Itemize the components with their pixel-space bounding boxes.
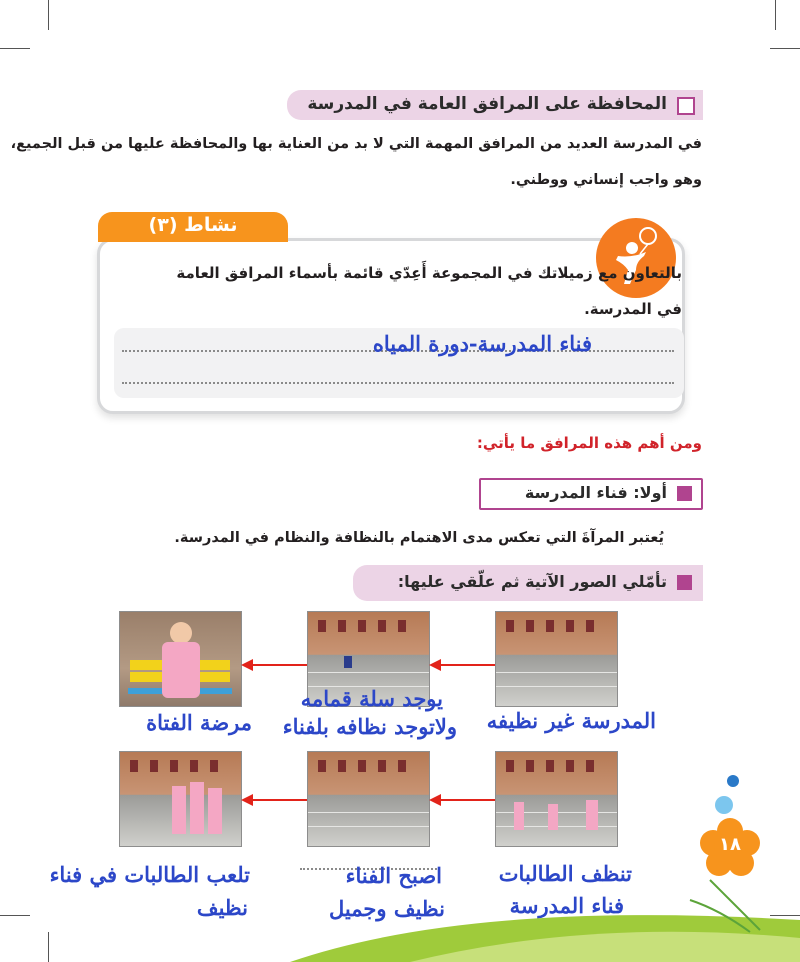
- crop-mark: [0, 48, 30, 49]
- arrow-left-icon: [241, 659, 253, 671]
- paragraph-line: في المدرسة العديد من المرافق المهمة التي لا بد من العناية بها والمحافظة عليها من قبل الجميع،: [10, 136, 702, 152]
- blue-flower-icon: [715, 796, 733, 814]
- paragraph-line: يُعتبر المرآةَ التي تعكس مدى الاهتمام بالنظافة والنظام في المدرسة.: [174, 530, 664, 546]
- paragraph-line: وهو واجب إنساني ووطني.: [510, 172, 702, 188]
- photo-dirty-courtyard: [495, 611, 618, 707]
- girl-balloon-icon: [596, 218, 676, 298]
- section-bullet-icon: [677, 575, 692, 590]
- section-bullet-icon: [677, 486, 692, 501]
- crop-mark: [48, 0, 49, 30]
- crop-mark: [775, 0, 776, 30]
- crop-mark: [770, 48, 800, 49]
- photo-caption: نظيف: [196, 895, 248, 920]
- activity-instruction: في المدرسة.: [584, 300, 682, 318]
- photo-caption: تلعب الطالبات في فناء: [49, 862, 250, 887]
- section-title: أولا: فناء المدرسة: [524, 483, 667, 502]
- handwritten-answer: فناء المدرسة-دورة المياه: [372, 331, 592, 356]
- arrow-line: [252, 664, 307, 666]
- section-title: تأمّلي الصور الآتية ثم علّقي عليها:: [397, 572, 667, 591]
- section-checkbox-icon: [677, 97, 695, 115]
- arrow-line: [440, 664, 495, 666]
- photo-girls-playing: [119, 751, 242, 847]
- arrow-line: [440, 799, 495, 801]
- arrow-line: [252, 799, 307, 801]
- photo-caption: تنظف الطالبات: [498, 861, 632, 886]
- crop-mark: [48, 932, 49, 962]
- photo-caption: المدرسة غير نظيفه: [486, 708, 656, 733]
- photo-clean-courtyard: [307, 751, 430, 847]
- photo-caption: نظيف وجميل: [329, 896, 445, 921]
- activity-tab-label: نشاط (٣): [148, 214, 238, 236]
- photo-sick-girl: [119, 611, 242, 707]
- intro-text: ومن أهم هذه المرافق ما يأتي:: [476, 434, 702, 452]
- page-number-flower: [700, 818, 760, 878]
- activity-girl-icon: [596, 218, 676, 298]
- section-title: المحافظة على المرافق العامة في المدرسة: [307, 94, 667, 114]
- photo-girls-cleaning: [495, 751, 618, 847]
- photo-caption: اصبح الفناء: [345, 863, 442, 888]
- arrow-left-icon: [429, 794, 441, 806]
- arrow-left-icon: [241, 794, 253, 806]
- page-number: ١٨: [719, 834, 741, 855]
- arrow-left-icon: [429, 659, 441, 671]
- photo-caption: يوجد سلة قمامه: [300, 686, 443, 711]
- photo-caption: فناء المدرسة: [509, 893, 624, 918]
- activity-instruction: بالتعاون مع زميلاتك في المجموعة أَعِدّي قائمة بأسماء المرافق العامة: [176, 264, 682, 282]
- photo-caption: مرضة الفتاة: [146, 710, 252, 735]
- blue-flower-icon: [727, 775, 739, 787]
- answer-line: [122, 382, 674, 384]
- photo-caption: ولاتوجد نظافه بلفناء: [282, 714, 457, 739]
- crop-mark: [0, 915, 30, 916]
